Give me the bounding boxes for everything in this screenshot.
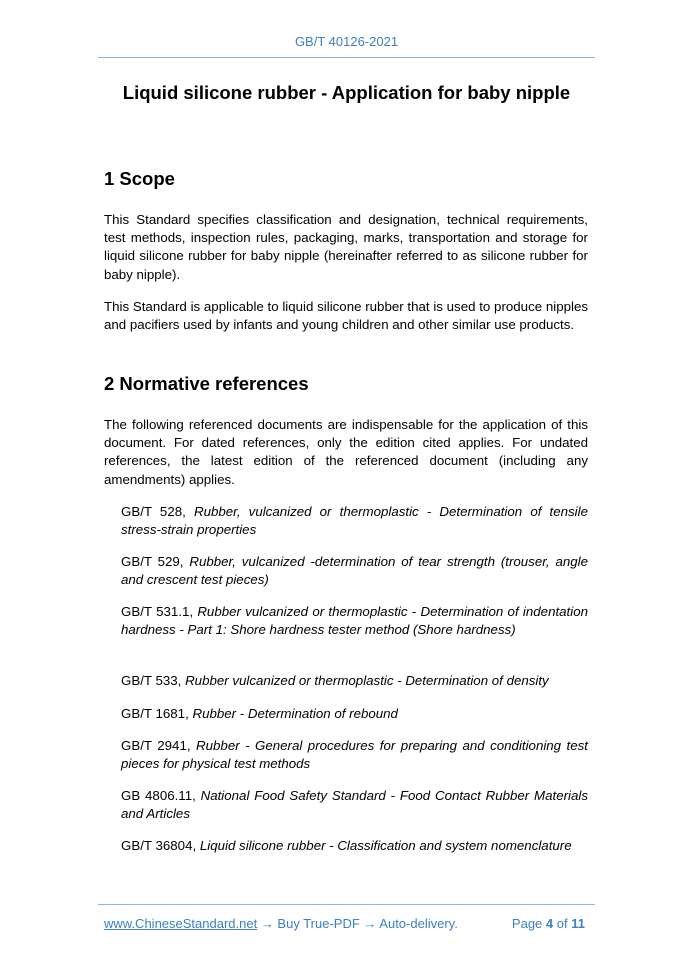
page-footer xyxy=(104,916,588,931)
reference-code: GB 4806.11, xyxy=(121,788,196,803)
reference-title: Liquid silicone rubber - Classification and system nomenclature xyxy=(199,838,572,853)
reference-item xyxy=(121,787,588,823)
header-divider xyxy=(98,57,595,58)
reference-title: Rubber - General procedures for preparing and conditioning test pieces for physical test methods xyxy=(121,738,588,772)
page-total: 11 xyxy=(571,916,585,931)
section-heading-scope: 1 Scope xyxy=(104,168,175,189)
reference-code: GB/T 533, xyxy=(121,673,182,688)
scope-paragraph-1: This Standard specifies classification and designation, technical requirements, test methods, inspection rules, packaging, marks, transportation and storage for liquid silicone rubber for baby nipple (hereinafter referred to as silicone rubber for baby nipple). xyxy=(104,212,588,282)
reference-title: Rubber vulcanized or thermoplastic - Determination of density xyxy=(185,673,549,688)
reference-title: Rubber vulcanized or thermoplastic - Determination of indentation hardness - Part 1: Shore hardness tester method (Shore hardness) xyxy=(121,604,588,638)
reference-item xyxy=(121,553,588,589)
website-link[interactable]: www.ChineseStandard.net xyxy=(104,916,258,931)
reference-item xyxy=(121,837,588,855)
reference-code: GB/T 528, xyxy=(121,504,186,519)
references-intro-paragraph: The following referenced documents are indispensable for the application of this document. For dated references, only the edition cited applies. For undated references, the latest edition of the referenced document (including any amendments) applies. xyxy=(104,417,588,487)
scope-paragraph-2: This Standard is applicable to liquid silicone rubber that is used to produce nipples and pacifiers used by infants and young children and other similar use products. xyxy=(104,299,588,333)
document-code-header: GB/T 40126-2021 xyxy=(294,34,399,49)
footer-tagline: → Buy True-PDF → Auto-delivery. xyxy=(257,916,458,931)
page-label: Page xyxy=(511,916,543,931)
page-of-label: of xyxy=(556,916,568,931)
reference-title: National Food Safety Standard - Food Contact Rubber Materials and Articles xyxy=(121,788,588,822)
page-current: 4 xyxy=(545,916,554,931)
document-title: Liquid silicone rubber - Application for baby nipple xyxy=(122,82,571,103)
section-heading-normative-references: 2 Normative references xyxy=(104,373,309,394)
reference-title: Rubber - Determination of rebound xyxy=(192,706,398,721)
reference-item xyxy=(121,672,588,690)
reference-code: GB/T 2941, xyxy=(121,738,191,753)
reference-title: Rubber, vulcanized -determination of tear strength (trouser, angle and crescent test pieces) xyxy=(121,554,588,588)
footer-divider xyxy=(98,904,595,905)
reference-code: GB/T 36804, xyxy=(121,838,197,853)
page-number xyxy=(512,916,585,931)
reference-item xyxy=(121,737,588,773)
reference-item xyxy=(121,603,588,639)
reference-title: Rubber, vulcanized or thermoplastic - Determination of tensile stress-strain properties xyxy=(121,504,588,538)
reference-item xyxy=(121,503,588,539)
reference-code: GB/T 529, xyxy=(121,554,184,569)
reference-item xyxy=(121,705,588,723)
reference-code: GB/T 1681, xyxy=(121,706,189,721)
reference-code: GB/T 531.1, xyxy=(121,604,194,619)
